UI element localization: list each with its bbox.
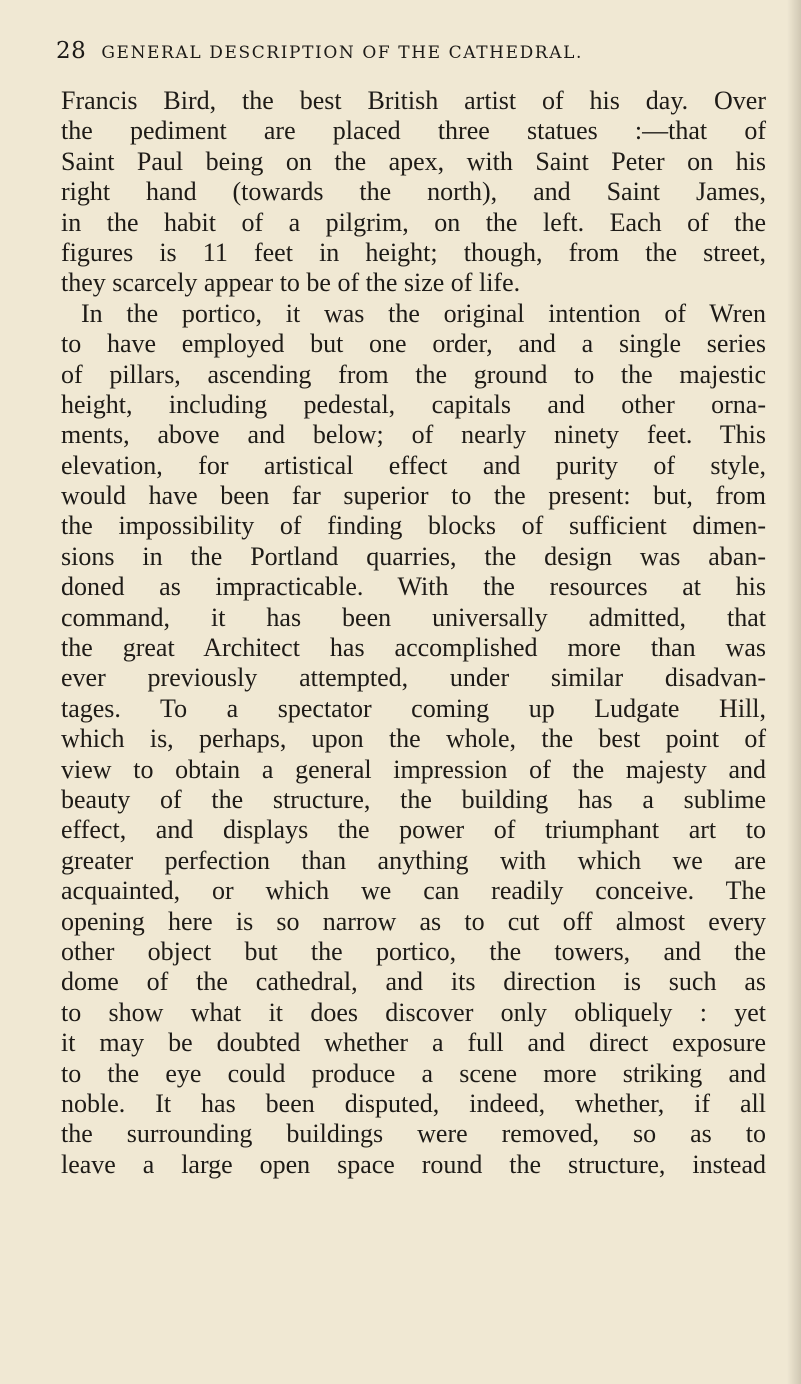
text-line: leave a large open space round the structure, instead: [61, 1149, 766, 1179]
text-line: ments, above and below; of nearly ninety feet. This: [61, 420, 766, 450]
page-header: [56, 38, 756, 78]
running-head: GENERAL DESCRIPTION OF THE CATHEDRAL.: [101, 43, 583, 63]
text-line: the great Architect has accomplished more than was: [61, 633, 766, 663]
text-line: command, it has been universally admitted, that: [61, 602, 766, 632]
text-line: the pediment are placed three statues :—that of: [61, 116, 766, 146]
text-line: the surrounding buildings were removed, so as to: [61, 1119, 766, 1149]
text-line: opening here is so narrow as to cut off almost every: [61, 906, 766, 936]
text-line: tages. To a spectator coming up Ludgate Hill,: [61, 693, 766, 723]
text-line: noble. It has been disputed, indeed, whether, if all: [61, 1088, 766, 1118]
page-number: 28: [56, 38, 87, 64]
text-line: beauty of the structure, the building has a sublime: [61, 784, 766, 814]
text-line: to have employed but one order, and a single series: [61, 329, 766, 359]
text-line: elevation, for artistical effect and purity of style,: [61, 450, 766, 480]
text-line: acquainted, or which we can readily conceive. The: [61, 876, 766, 906]
text-line: it may be doubted whether a full and direct exposure: [61, 1028, 766, 1058]
text-line: to show what it does discover only obliquely : yet: [61, 997, 766, 1027]
text-line: greater perfection than anything with which we are: [61, 845, 766, 875]
text-line: In the portico, it was the original intention of Wren: [81, 298, 766, 328]
text-line: of pillars, ascending from the ground to the majestic: [61, 359, 766, 389]
page-edge-shadow: [787, 0, 801, 1384]
text-line: to the eye could produce a scene more striking and: [61, 1058, 766, 1088]
text-line: sions in the Portland quarries, the design was aban-: [61, 541, 766, 571]
text-line: other object but the portico, the towers, and the: [61, 936, 766, 966]
text-line: doned as impracticable. With the resources at his: [61, 572, 766, 602]
text-line: view to obtain a general impression of the majesty and: [61, 754, 766, 784]
text-line: which is, perhaps, upon the whole, the best point of: [61, 724, 766, 754]
text-line: height, including pedestal, capitals and other orna-: [61, 389, 766, 419]
text-line: the impossibility of finding blocks of sufficient dimen-: [61, 511, 766, 541]
text-line: dome of the cathedral, and its direction is such as: [61, 967, 766, 997]
text-line: they scarcely appear to be of the size of life.: [61, 268, 521, 298]
text-line: in the habit of a pilgrim, on the left. Each of the: [61, 207, 766, 237]
text-line: effect, and displays the power of triumphant art to: [61, 815, 766, 845]
text-line: ever previously attempted, under similar disadvan-: [61, 663, 766, 693]
text-line: right hand (towards the north), and Saint James,: [61, 177, 766, 207]
text-line: would have been far superior to the present: but, from: [61, 481, 766, 511]
body-text: [61, 86, 766, 1180]
text-line: figures is 11 feet in height; though, from the street,: [61, 237, 766, 267]
text-line: Francis Bird, the best British artist of his day. Over: [61, 86, 766, 115]
text-line: Saint Paul being on the apex, with Saint Peter on his: [61, 146, 766, 176]
